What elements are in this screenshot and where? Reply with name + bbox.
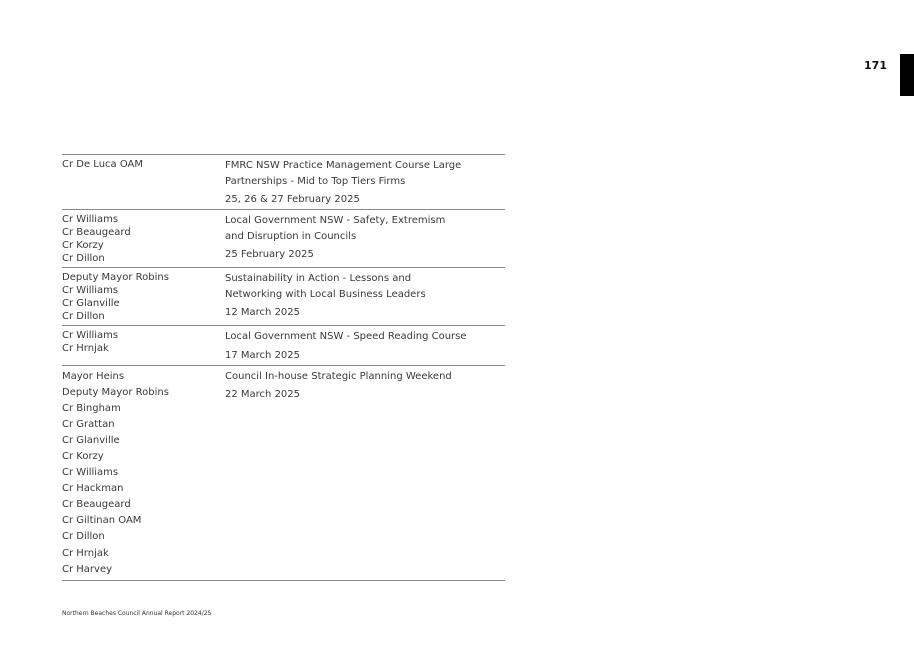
section-tab-marker — [900, 54, 914, 96]
attendee-name: Cr Glanville — [62, 298, 120, 309]
table-row — [62, 155, 505, 210]
attendee-name: Cr Dillon — [62, 531, 105, 543]
attendees-cell — [62, 155, 225, 210]
attendee-name: Cr De Luca OAM — [62, 159, 144, 170]
attendee-name: Deputy Mayor Robins — [62, 272, 169, 283]
attendees-cell — [62, 326, 225, 366]
attendee-name: Cr Harvey — [62, 563, 113, 575]
attendee-name: Cr Korzy — [62, 240, 104, 251]
attendee-name: Cr Beaugeard — [62, 227, 131, 238]
attendee-name: Deputy Mayor Robins — [62, 386, 169, 398]
event-date: 17 March 2025 — [225, 349, 301, 361]
event-cell — [225, 365, 505, 580]
table-row — [62, 365, 505, 580]
event-date: 22 March 2025 — [225, 389, 301, 400]
attendee-name: Mayor Heins — [62, 370, 125, 382]
event-title-line: FMRC NSW Practice Management Course Large — [225, 160, 462, 171]
attendee-name: Cr Giltinan OAM — [62, 515, 142, 527]
attendee-name: Cr Williams — [62, 285, 119, 296]
attendee-name: Cr Hackman — [62, 483, 124, 495]
attendee-name: Cr Dillon — [62, 311, 105, 322]
event-title-line: Local Government NSW - Safety, Extremism — [225, 215, 446, 226]
attendee-name: Cr Williams — [62, 330, 119, 341]
table-row — [62, 268, 505, 326]
attendee-name: Cr Hrnjak — [62, 343, 109, 354]
attendee-name: Cr Williams — [62, 214, 119, 225]
table-row — [62, 326, 505, 366]
footer-report-title: Northern Beaches Council Annual Report 2024/25 — [62, 610, 212, 617]
event-date: 12 March 2025 — [225, 307, 301, 318]
attendee-name: Cr Hrnjak — [62, 547, 109, 559]
event-title-line: Sustainability in Action - Lessons and — [225, 273, 412, 284]
attendees-cell — [62, 210, 225, 268]
event-date: 25, 26 & 27 February 2025 — [225, 194, 360, 205]
event-cell — [225, 268, 505, 326]
attendee-name: Cr Beaugeard — [62, 499, 131, 511]
attendee-name: Cr Bingham — [62, 402, 121, 414]
attendees-cell — [62, 268, 225, 326]
conference-attendance-table — [62, 154, 505, 581]
event-title-line: and Disruption in Councils — [225, 230, 357, 242]
attendee-name: Cr Grattan — [62, 418, 115, 430]
event-title-line: Partnerships - Mid to Top Tiers Firms — [225, 175, 406, 187]
event-cell — [225, 326, 505, 366]
event-title-line: Networking with Local Business Leaders — [225, 288, 426, 300]
attendee-name: Cr Williams — [62, 467, 119, 479]
page-number: 171 — [864, 59, 887, 72]
event-cell — [225, 210, 505, 268]
attendee-name: Cr Glanville — [62, 434, 120, 446]
attendee-name: Cr Dillon — [62, 253, 105, 264]
event-title-line: Local Government NSW - Speed Reading Course — [225, 331, 467, 342]
event-date: 25 February 2025 — [225, 249, 314, 260]
attendee-name: Cr Korzy — [62, 450, 104, 462]
event-cell — [225, 155, 505, 210]
attendees-cell — [62, 365, 225, 580]
table-row — [62, 210, 505, 268]
event-title-line: Council In-house Strategic Planning Weekend — [225, 370, 452, 382]
